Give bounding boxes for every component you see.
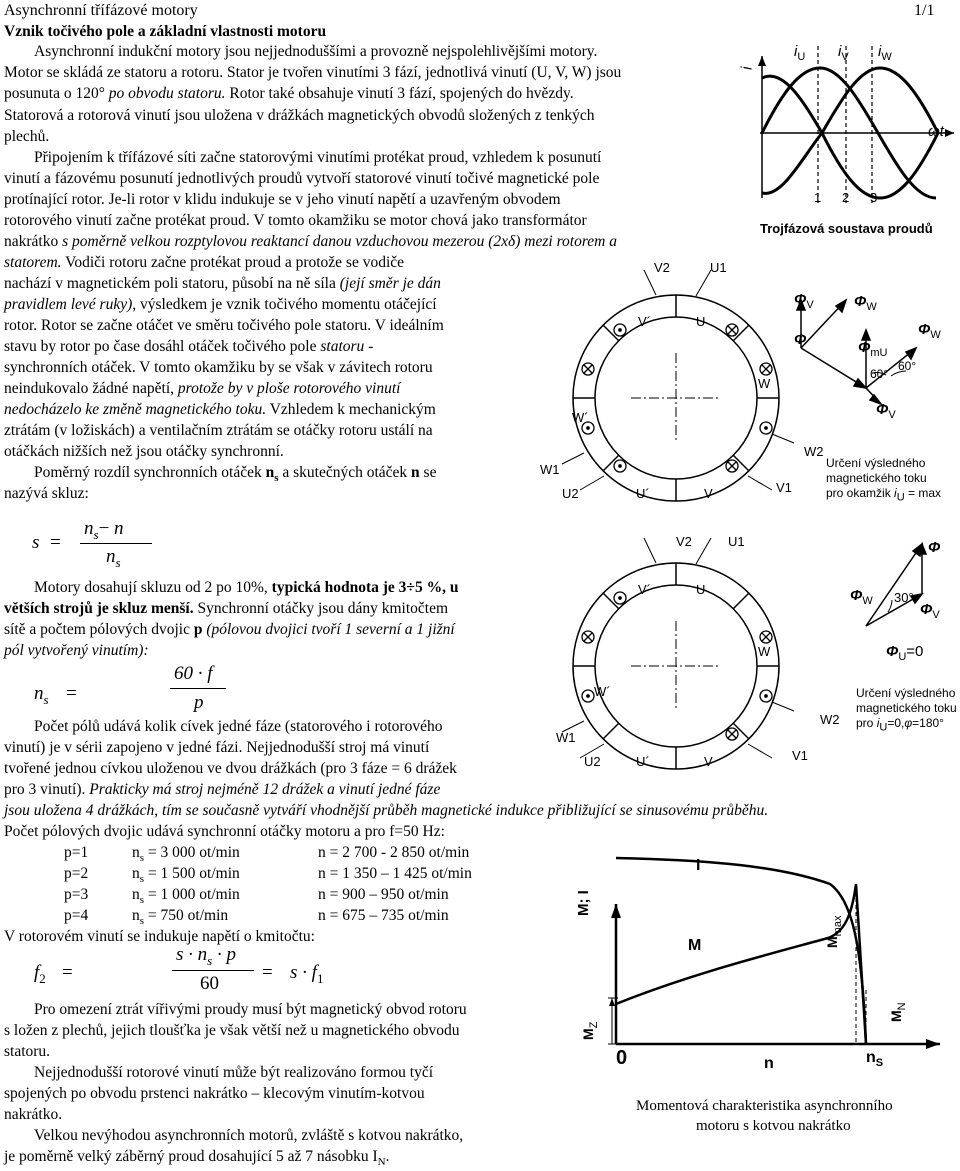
label-w2: W2 bbox=[820, 712, 840, 727]
table-cell-n: n = 2 700 - 2 850 ot/min bbox=[318, 844, 470, 861]
para2-line-2: vinutí a fázovému posunutí jednotlivých proudů vytvoří statorové vinutí točivé magnetické pole bbox=[4, 170, 600, 187]
angle-30: 30° bbox=[894, 590, 914, 605]
para6-line-1: Nejjednodušší rotorové vinutí může být realizováno formou tyčí bbox=[34, 1064, 434, 1081]
intro-line-2: Motor se skládá ze statoru a rotoru. Stator je tvořen vinutími 3 fází, jednotlivá vinutí (U, V, W) jsou bbox=[4, 64, 622, 81]
para2-line-15: otáčkách nižších než jsou otáčky synchronní. bbox=[4, 443, 284, 460]
label-iv: $i_V$ bbox=[838, 43, 849, 63]
figure-caption-line-2: magnetického toku bbox=[826, 471, 927, 485]
para2-line-3: protínající rotor. Je-li rotor v klidu indukuje se v jeho vinutí napětí a uzavřeným obvodem bbox=[4, 191, 561, 208]
label-w1: W1 bbox=[556, 730, 576, 745]
label-v2: V2 bbox=[654, 260, 670, 275]
label-iu: $i_U$ bbox=[794, 43, 806, 63]
para3-line-1: Motory dosahují skluzu od 2 po 10%, typická hodnota je 3÷5 %, u bbox=[34, 579, 459, 596]
table-cell-n: n = 675 – 735 ot/min bbox=[318, 907, 449, 924]
label-u-prime: U´ bbox=[636, 486, 650, 501]
para6-line-3: nakrátko. bbox=[4, 1106, 63, 1123]
label-u1: U1 bbox=[728, 534, 745, 549]
para2-line-12: neindukovalo žádné napětí, protože by v ploše rotorového vinutí bbox=[4, 380, 401, 397]
label-v: V bbox=[704, 486, 713, 501]
flux-phi-v: $\Phi_V$ bbox=[920, 601, 940, 621]
figure-caption-line-2: motoru s kotvou nakrátko bbox=[696, 1118, 851, 1134]
figure-caption-line-1: Určení výsledného bbox=[856, 686, 956, 700]
para4-line-1: Počet pólů udává kolik cívek jedné fáze (statorového i rotorového bbox=[34, 718, 443, 735]
flux-phi-w2: $\Phi_W$ bbox=[918, 321, 941, 341]
axis-label-n: n bbox=[764, 1055, 774, 1072]
intro-line-1: Asynchronní indukční motory jsou nejjednoduššími a provozně nejspolehlivějšími motory. bbox=[34, 43, 598, 60]
table-cell-ns: $n_s = 1$ 000 ot/min bbox=[132, 886, 240, 907]
table-cell-p: p=1 bbox=[64, 844, 89, 861]
table-cell-n: n = 900 – 950 ot/min bbox=[318, 886, 449, 903]
intro-line-3: posunuta o 120° po obvodu statoru. Rotor také obsahuje vinutí 3 fází, spojených do hvězdy. bbox=[4, 85, 574, 102]
slip-line-2: nazývá skluz: bbox=[4, 485, 89, 502]
para2-line-9: rotor. Rotor se začne otáčet ve směru točivého pole statoru. V ideálním bbox=[4, 317, 444, 334]
marker-3: 3 bbox=[870, 190, 878, 205]
label-w1: W1 bbox=[540, 462, 560, 477]
para2-line-13: nedocházelo ke změně magnetického toku. Vzhledem k mechanickým bbox=[4, 401, 436, 418]
label-u-prime: U´ bbox=[636, 754, 650, 769]
para4-line-6: Počet pólových dvojic udává synchronní otáčky motoru a pro f=50 Hz: bbox=[4, 823, 445, 840]
table-cell-ns: $n_s = 3$ 000 ot/min bbox=[132, 844, 240, 865]
label-ns: $n_S$ bbox=[866, 1049, 884, 1070]
para3-line-3: sítě a počtem pólových dvojic p (pólovou dvojici tvoří 1 severní a 1 jižní bbox=[4, 621, 455, 638]
label-u: U bbox=[696, 314, 706, 329]
para2-line-4: rotorového vinutí začne protékat proud. V tomto okamžiku se motor chová jako transformátor bbox=[4, 212, 587, 229]
para2-line-6: statorem. Vodiči rotoru začne protékat proud a protože se vodiče bbox=[4, 254, 405, 271]
para7-line-1: Velkou nevýhodou asynchronních motorů, zvláště s kotvou nakrátko, bbox=[34, 1127, 464, 1144]
stator-flux-figure-2 bbox=[536, 526, 960, 776]
marker-1: 1 bbox=[814, 190, 822, 205]
axis-label-i: i bbox=[738, 66, 756, 70]
three-phase-currents-figure bbox=[738, 38, 960, 243]
para3-line-4: pól vytvořený vinutím): bbox=[4, 642, 149, 659]
para2-line-11: synchronních otáček. V tomto okamžiku by se však v závitech rotoru bbox=[4, 359, 433, 376]
flux-phi-mu: $\Phi_{mU}$ bbox=[858, 339, 888, 359]
origin-zero: 0 bbox=[616, 1047, 628, 1069]
curve-label-m: M bbox=[688, 937, 702, 954]
para6-line-2: spojených po obvodu prstenci nakrátko – klecovým vinutím-kotvou bbox=[4, 1085, 425, 1102]
label-w: W bbox=[758, 644, 771, 659]
flux-phi-u-zero: $\Phi_U=0$ bbox=[886, 643, 924, 663]
page-number: 1/1 bbox=[914, 2, 935, 19]
para5-line-3: statoru. bbox=[4, 1043, 51, 1060]
figure-caption-line-2: magnetického toku bbox=[856, 701, 957, 715]
label-w-prime: W´ bbox=[572, 410, 589, 425]
table-cell-n: n = 1 350 – 1 425 ot/min bbox=[318, 865, 472, 882]
label-u2: U2 bbox=[562, 486, 579, 501]
label-w2: W2 bbox=[804, 444, 824, 459]
axis-label-m-i: M; I bbox=[575, 890, 592, 916]
label-iw: $i_W$ bbox=[878, 43, 892, 63]
para4-line-2: vinutí) je v sérii zapojeno v jedné fázi. Nejjednodušší stroj má vinutí bbox=[4, 739, 430, 756]
para4-line-3: tvořené jednou cívkou uloženou ve dvou drážkách (pro 3 fáze = 6 drážek bbox=[4, 760, 457, 777]
para2-line-7: nachází v magnetickém poli statoru, působí na ně síla (její směr je dán bbox=[4, 275, 441, 292]
table-cell-p: p=3 bbox=[64, 886, 89, 903]
para7-line-2: je poměrně velký záběrný proud dosahující 5 až 7 násobku $I_N$. bbox=[4, 1148, 390, 1169]
label-m-max: $M_{max}$ bbox=[824, 915, 844, 948]
para2-line-5: nakrátko s poměrně velkou rozptylovou reaktancí danou vzduchovou mezerou (2xδ) mezi rotorem a bbox=[4, 233, 617, 250]
figure-caption-line-1: Momentová charakteristika asynchronního bbox=[636, 1098, 893, 1114]
label-w: W bbox=[758, 376, 771, 391]
table-cell-p: p=4 bbox=[64, 907, 89, 924]
label-m-n: $M_N$ bbox=[888, 1002, 908, 1022]
rotor-frequency-text: V rotorovém vinutí se indukuje napětí o kmitočtu: bbox=[4, 928, 315, 945]
label-v-prime: V´ bbox=[638, 314, 651, 329]
label-v2: V2 bbox=[676, 534, 692, 549]
table-cell-ns: $n_s = 1$ 500 ot/min bbox=[132, 865, 240, 886]
header-title: Asynchronní třífázové motory bbox=[4, 2, 198, 19]
figure-caption-line-3: pro okamžik $i_U = \max$ bbox=[826, 486, 942, 504]
angle-60-b: 60° bbox=[898, 359, 917, 373]
label-v-prime: V´ bbox=[638, 582, 651, 597]
axis-label-wt: ωt bbox=[928, 123, 944, 140]
table-cell-ns: $n_s = 750$ ot/min bbox=[132, 907, 229, 928]
intro-line-5: plechů. bbox=[4, 128, 50, 145]
figure-caption-line-1: Určení výsledného bbox=[826, 456, 926, 470]
flux-phi-v2: $\Phi_V$ bbox=[876, 401, 896, 421]
para3-line-2: větších strojů je skluz menší. Synchronní otáčky jsou dány kmitočtem bbox=[4, 600, 449, 617]
label-w-prime: W´ bbox=[594, 684, 611, 699]
slip-line-1: Poměrný rozdíl synchronních otáček $n_s$ a skutečných otáček n se bbox=[34, 464, 437, 485]
flux-phi-w: $\Phi_W$ bbox=[854, 293, 877, 313]
para2-line-14: ztrátám (v ložiskách) a ventilačním ztrátám se otáčky rotoru ustálí na bbox=[4, 422, 433, 439]
label-v1: V1 bbox=[776, 480, 792, 495]
label-u1: U1 bbox=[710, 260, 727, 275]
torque-characteristic-figure bbox=[560, 844, 960, 1166]
marker-2: 2 bbox=[842, 190, 850, 205]
intro-line-4: Statorová a rotorová vinutí jsou uložena v drážkách magnetických obvodů složených z tenkých bbox=[4, 107, 595, 124]
stator-flux-figure-1 bbox=[536, 258, 960, 510]
flux-phi-result: Φ bbox=[928, 539, 941, 556]
label-v: V bbox=[704, 754, 713, 769]
para4-line-5: jsou uložena 4 drážkách, tím se současně vytváří vhodnější průběh magnetické indukce přibližující se sinusovému průběhu. bbox=[4, 802, 769, 819]
flux-phi-result: Φ bbox=[794, 331, 807, 348]
section-heading: Vznik točivého pole a základní vlastnosti motoru bbox=[4, 23, 327, 40]
para5-line-2: s ložen z plechů, jejich tloušťka je však větší než u magnetického obvodu bbox=[4, 1022, 460, 1039]
flux-phi-w: $\Phi_W$ bbox=[850, 587, 873, 607]
para2-line-8: pravidlem levé ruky), výsledkem je vznik točivého momentu otáčející bbox=[4, 296, 437, 313]
table-cell-p: p=2 bbox=[64, 865, 89, 882]
label-u2: U2 bbox=[584, 754, 601, 769]
para2-line-10: stavu by rotor po čase dosáhl otáček točivého pole statoru - bbox=[4, 338, 374, 355]
para5-line-1: Pro omezení ztrát vířivými proudy musí být magnetický obvod rotoru bbox=[34, 1001, 467, 1018]
figure-caption-line-3: pro $i_U=0,\varphi=180^\circ$ bbox=[856, 716, 944, 734]
flux-phi-v: $\Phi_V$ bbox=[794, 291, 814, 311]
figure-caption: Trojfázová soustava proudů bbox=[760, 221, 933, 236]
label-m-z: $M_Z$ bbox=[580, 1021, 600, 1040]
angle-60-a: 60° bbox=[870, 367, 889, 381]
curve-label-i: I bbox=[696, 857, 701, 874]
para4-line-4: pro 3 vinutí). Prakticky má stroj nejméně 12 drážek a vinutí jedné fáze bbox=[4, 781, 441, 798]
label-v1: V1 bbox=[792, 748, 808, 763]
para2-line-1: Připojením k třífázové síti začne statorovými vinutími protékat proud, vzhledem k posunutí bbox=[34, 149, 602, 166]
label-u: U bbox=[696, 582, 706, 597]
